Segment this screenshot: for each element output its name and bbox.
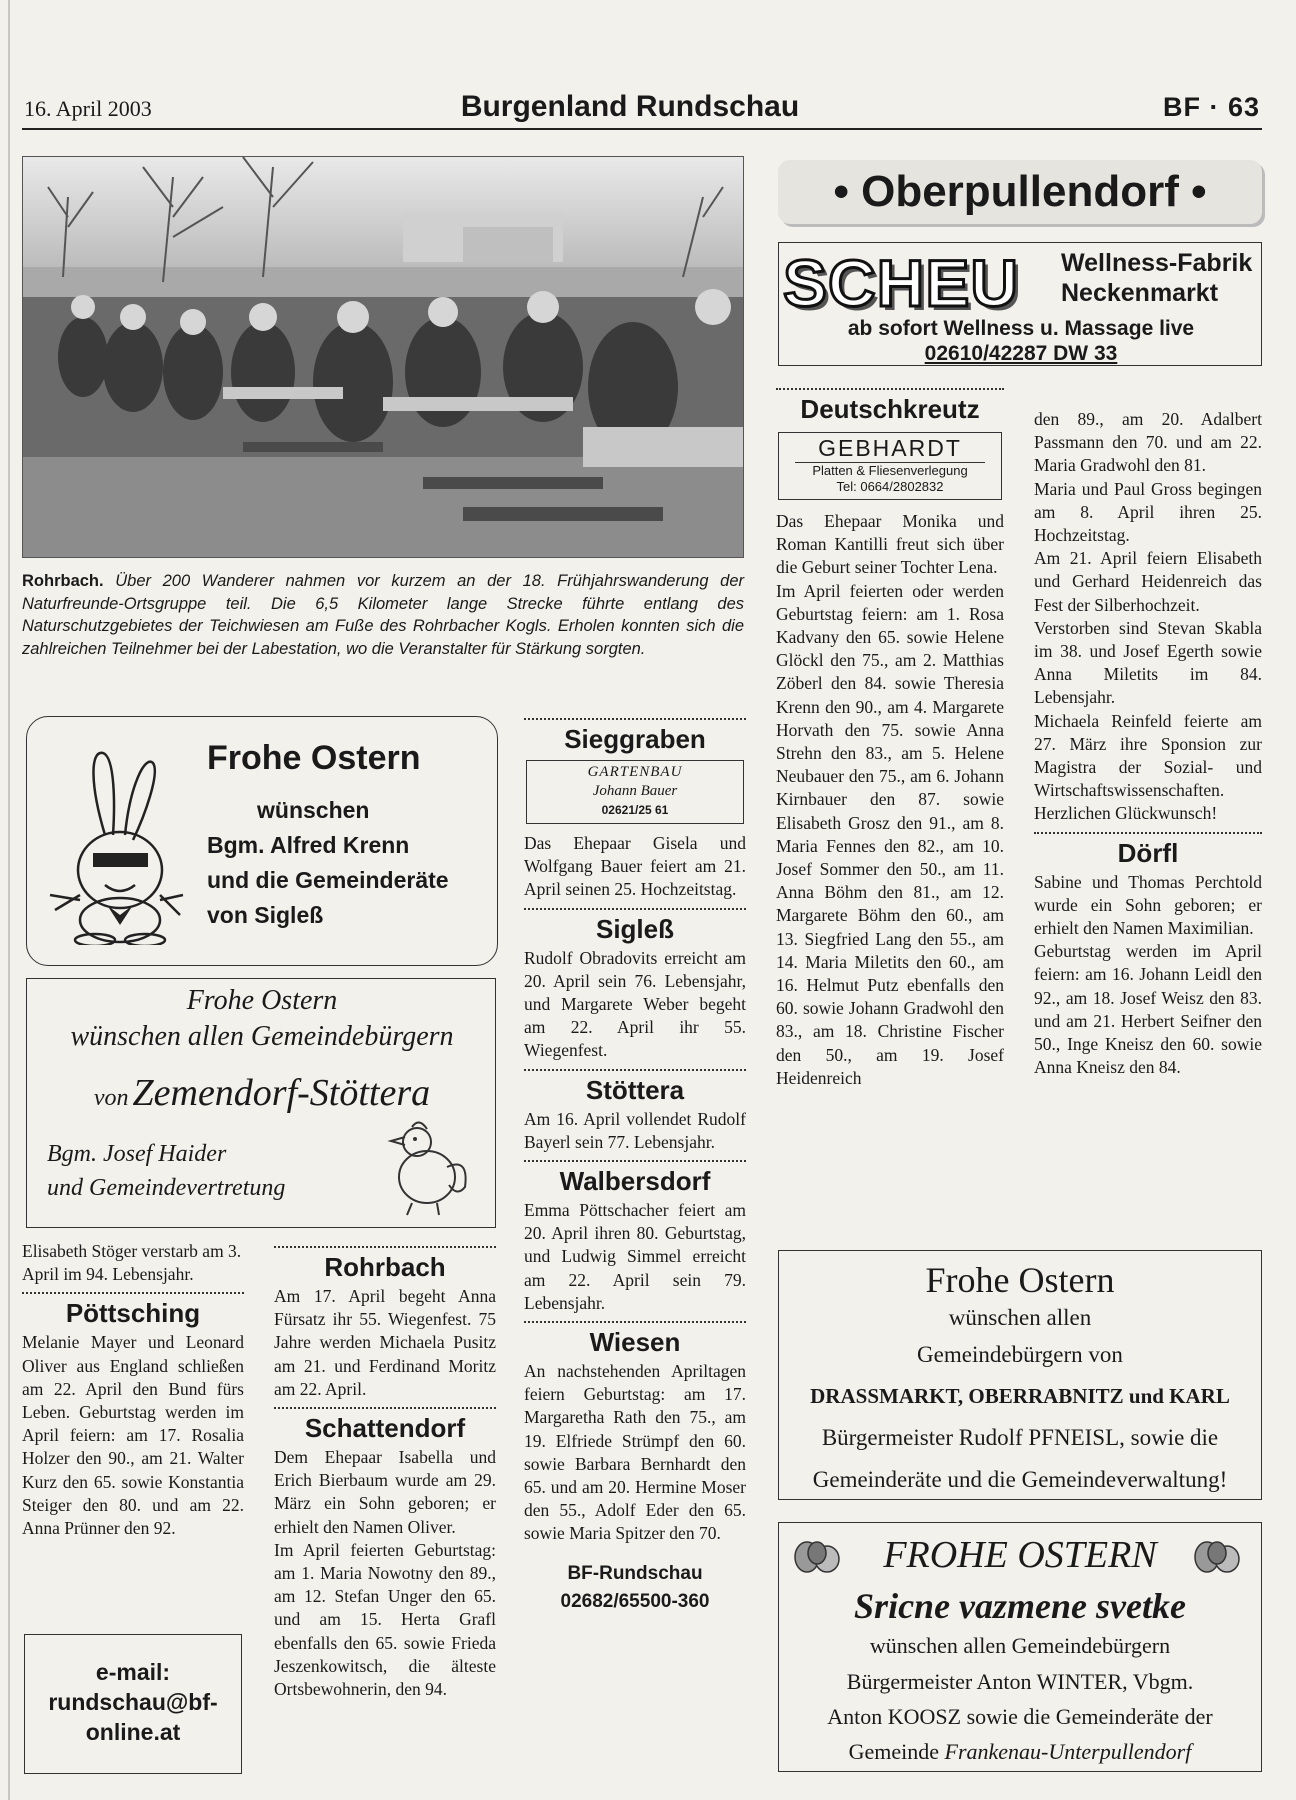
heading-poettsching: Pöttsching <box>65 1298 201 1329</box>
rohrbach-text: Am 17. April begeht Anna Fürsatz ihr 55. Wiegenfest. 75 Jahre werden Michaela Pusitz am 21. und Ferdinand Moritz am 22. April. <box>274 1286 496 1399</box>
separator <box>22 1292 244 1294</box>
separator <box>274 1246 496 1248</box>
scheu-wellness-ad <box>778 242 1262 366</box>
column-5 <box>1034 408 1262 1079</box>
gartenbau-line2: Johann Bauer <box>592 783 678 799</box>
heading-rohrbach: Rohrbach <box>324 1252 446 1282</box>
col5-text-2: Maria und Paul Gross begingen am 8. April ihren 25. Hochzeitstag. <box>1034 478 1262 546</box>
deutschkreutz-text-1: Das Ehepaar Monika und Roman Kantilli freut sich über die Geburt seiner Tochter Lena. <box>776 511 1004 578</box>
zemendorf-line2: wünschen allen Gemeindebürgern <box>70 1021 454 1052</box>
email-label: e-mail: <box>95 1659 171 1685</box>
easter-ad-drassmarkt <box>778 1250 1262 1500</box>
separator <box>1034 832 1262 834</box>
caption-place: Rohrbach. <box>22 572 104 590</box>
separator <box>524 908 746 910</box>
drassmarkt-line4: Bürgermeister Rudolf PFNEISL, sowie die <box>821 1425 1219 1450</box>
sieggraben-text: Das Ehepaar Gisela und Wolfgang Bauer feiert am 21. April seinen 25. Hochzeitstag. <box>524 833 746 900</box>
sigless-ad-line1: wünschen <box>257 797 370 823</box>
frankenau-title: FROHE OSTERN <box>883 1534 1157 1576</box>
frankenau-line2: Bürgermeister Anton WINTER, Vbgm. <box>846 1669 1194 1694</box>
bf-footer <box>524 1560 746 1616</box>
schattendorf-text-2: Im April feierten Geburtstag: am 1. Maria Nowotny den 89., am 12. Stefan Unger den 65. und am 15. Herta Grafl ebenfalls den 65. sowie Frieda Jeszenkowitsch, die älteste Ortsbewohnerin, den 94. <box>274 1539 496 1700</box>
easter-eggs-icon <box>1191 1539 1249 1573</box>
heading-schattendorf: Schattendorf <box>304 1413 466 1444</box>
drassmarkt-line3: DRASSMARKT, OBERRABNITZ und KARL <box>810 1384 1230 1408</box>
header-rule <box>22 128 1262 130</box>
bf-footer-phone: 02682/65500-360 <box>560 1590 710 1612</box>
column-3 <box>524 712 746 1616</box>
separator <box>776 388 1004 390</box>
drassmarkt-title: Frohe Ostern <box>925 1260 1115 1300</box>
separator <box>524 1069 746 1071</box>
frankenau-line4 <box>779 1735 1261 1769</box>
gebhardt-line2: Tel: 0664/2802832 <box>836 479 944 494</box>
issue-date: 16. April 2003 <box>24 96 152 121</box>
separator <box>524 718 746 720</box>
zemendorf-line4: Bgm. Josef Haider <box>47 1141 227 1167</box>
section-banner: • Oberpullendorf • <box>778 160 1262 224</box>
email-line1: rundschau@bf- <box>48 1689 218 1715</box>
col5-text-1: den 89., am 20. Adalbert Passmann den 70. und am 22. Maria Gradwohl den 81. <box>1034 409 1262 476</box>
heading-doerfl: Dörfl <box>1117 837 1179 868</box>
sigless-text: Rudolf Obradovits erreicht am 20. April sein 76. Lebensjahr, und Margarete Weber begeht am 22. April ihr 55. Wiegenfest. <box>524 947 746 1061</box>
separator <box>524 1160 746 1162</box>
email-line2: online.at <box>85 1719 181 1745</box>
frankenau-line4-pre: Gemeinde <box>848 1739 945 1764</box>
heading-wiesen: Wiesen <box>589 1327 681 1358</box>
wiesen-text: An nachstehenden Apriltagen feiern Geburtstag: am 17. Margaretha Rath den 75., am 19. Elfriede Strümpf den 60. sowie Barbara Bernhardt den 65. und am 20. Hermine Moser den 55., Adolf Eder den 65. sowie Maria Spitzer den 70. <box>524 1361 746 1544</box>
col1-intro: Elisabeth Stöger verstarb am 3. April im 94. Lebensjahr. <box>22 1241 242 1285</box>
column-4 <box>776 382 1004 1090</box>
drassmarkt-line5: Gemeinderäte und die Gemeindeverwaltung! <box>812 1467 1228 1492</box>
zemendorf-line1: Frohe Ostern <box>186 985 338 1016</box>
frankenau-line3: Anton KOOSZ sowie die Gemeinderäte der <box>827 1704 1213 1729</box>
doerfl-text-1: Sabine und Thomas Perchtold wurde ein Sohn geboren; er erhielt den Namen Maximilian. <box>1034 871 1262 939</box>
gartenbau-line3: 02621/25 61 <box>601 803 669 817</box>
caption-text: Über 200 Wanderer nahmen vor kurzem an der 18. Frühjahrswanderung der Naturfreunde-Ortsgruppe teil. Die 6,5 Kilometer lange Strecke führte entlang des Naturschutzgebietes der Teichwiesen am Fuße des Rohrbacher Kogls. Erholen konnten sich die zahlreichen Teilnehmer bei der Labestation, wo die Veranstalter für Stärkung sorgten. <box>22 572 744 658</box>
zemendorf-place: Zemendorf-Stöttera <box>132 1072 431 1114</box>
heading-sigless: Sigleß <box>595 913 674 944</box>
gebhardt-line1: Platten & Fliesenverlegung <box>812 463 968 478</box>
column-1 <box>22 1240 244 1540</box>
page-number: BF · 63 <box>1162 92 1260 122</box>
frankenau-subtitle: Sricne vazmene svetke <box>854 1586 1186 1626</box>
easter-ad-sigless <box>26 716 498 966</box>
frankenau-line1: wünschen allen Gemeindebürgern <box>869 1633 1171 1658</box>
easter-bunny-icon <box>45 745 185 945</box>
drassmarkt-line1: wünschen allen <box>948 1305 1092 1330</box>
separator <box>274 1407 496 1409</box>
scheu-line3: ab sofort Wellness u. Massage live <box>847 317 1195 340</box>
sigless-ad-line4: von Sigleß <box>207 902 324 928</box>
bf-footer-name: BF-Rundschau <box>567 1562 703 1584</box>
newspaper-title: Burgenland Rundschau <box>460 90 800 123</box>
zemendorf-line3 <box>27 1071 497 1115</box>
separator <box>524 1321 746 1323</box>
heading-stoettera: Stöttera <box>585 1074 685 1105</box>
heading-sieggraben: Sieggraben <box>564 724 706 754</box>
photo-caption <box>22 570 744 660</box>
scheu-logo: SCHEU <box>783 246 1020 320</box>
easter-ad-frankenau <box>778 1522 1262 1772</box>
scheu-line2: Neckenmarkt <box>1061 279 1219 307</box>
photo-scene <box>23 157 744 558</box>
heading-deutschkreutz: Deutschkreutz <box>800 394 980 424</box>
scan-edge <box>8 0 10 1800</box>
col5-text-4: Verstorben sind Stevan Skabla im 38. und Josef Egerth sowie Anna Miletits im 84. Lebensjahr. <box>1034 617 1262 708</box>
deutschkreutz-text-2: Im April feierten oder werden Geburtstag feiern: am 1. Rosa Kadvany den 65. sowie Helene Glöckl den 75., am 2. Matthias Zöberl den 84. sowie Theresia Krenn den 90., am 4. Margarete Horvath den 75. sowie Anna Strehn den 83., am 5. Helene Neubauer den 75., am 6. Johann Kirnbauer den 87. sowie Elisabeth Grosz den 91., am 8. Maria Fennes den 82., am 10. Josef Sommer den 50., am 11. Anna Böhm den 81., am 12. Margarete Böhm den 60., am 13. Siegfried Lang den 55., am 14. Maria Miletits den 60., am 16. Helmut Putz ebenfalls den 60. sowie Johann Gradwohl den 83., am 18. Christine Fischer den 50., am 19. Josef Heidenreich <box>776 580 1004 1088</box>
col5-text-3: Am 21. April feiern Elisabeth und Gerhard Heidenreich das Fest der Silberhochzeit. <box>1034 548 1262 615</box>
frankenau-title-row <box>779 1533 1261 1585</box>
heading-walbersdorf: Walbersdorf <box>559 1166 711 1197</box>
email-box <box>24 1634 242 1774</box>
zemendorf-von: von <box>93 1085 129 1111</box>
frankenau-place: Frankenau-Unterpullendorf <box>944 1739 1192 1764</box>
col5-text-5: Michaela Reinfeld feierte am 27. März ihre Sponsion zur Magistra der Sozial- und Wirtschaftswissenschaften. Herzlichen Glückwunsch! <box>1034 710 1262 824</box>
schattendorf-text-1: Dem Ehepaar Isabella und Erich Bierbaum wurde am 29. März ein Sohn geboren; er erhielt den Namen Oliver. <box>274 1447 496 1537</box>
easter-chick-icon <box>377 1117 477 1217</box>
poettsching-text: Melanie Mayer und Leonard Oliver aus England schließen am 22. April den Bund fürs Leben. Geburtstag werden im April feiern: am 17. Rosalia Holzer den 90., am 21. Walter Kurz den 65. sowie Konstantia Steiger den 80. und am 22. Anna Prünner den 92. <box>22 1332 244 1539</box>
gebhardt-name: GEBHARDT <box>795 435 985 463</box>
easter-eggs-icon <box>791 1539 849 1573</box>
sigless-ad-line2: Bgm. Alfred Krenn <box>207 832 410 858</box>
sigless-ad-title: Frohe Ostern <box>207 739 421 777</box>
zemendorf-line5: und Gemeindevertretung <box>47 1175 286 1201</box>
drassmarkt-line2: Gemeindebürgern von <box>917 1342 1123 1367</box>
scheu-line1: Wellness-Fabrik <box>1061 249 1253 277</box>
sigless-ad-line3: und die Gemeinderäte <box>207 867 449 893</box>
doerfl-text-2: Geburtstag werden im April feiern: am 16. Johann Leidl den 92., am 18. Josef Weisz den 83. und am 21. Herbert Seifner den 50., Inge Kneisz den 60. sowie Anna Kneisz den 84. <box>1034 941 1262 1078</box>
walbersdorf-text: Emma Pöttschacher feiert am 20. April ihren 80. Geburtstag, und Ludwig Simmel erreicht am 22. April sein 79. Lebensjahr. <box>524 1200 746 1313</box>
gebhardt-ad <box>778 432 1002 500</box>
gartenbau-line1: GARTENBAU <box>587 764 683 780</box>
stoettera-text: Am 16. April vollendet Rudolf Bayerl sein 77. Lebensjahr. <box>524 1108 746 1152</box>
easter-ad-zemendorf <box>26 978 496 1228</box>
column-2 <box>274 1240 496 1701</box>
scheu-phone: 02610/42287 DW 33 <box>924 342 1118 365</box>
hiking-photo <box>22 156 744 558</box>
gartenbau-ad <box>526 760 744 824</box>
